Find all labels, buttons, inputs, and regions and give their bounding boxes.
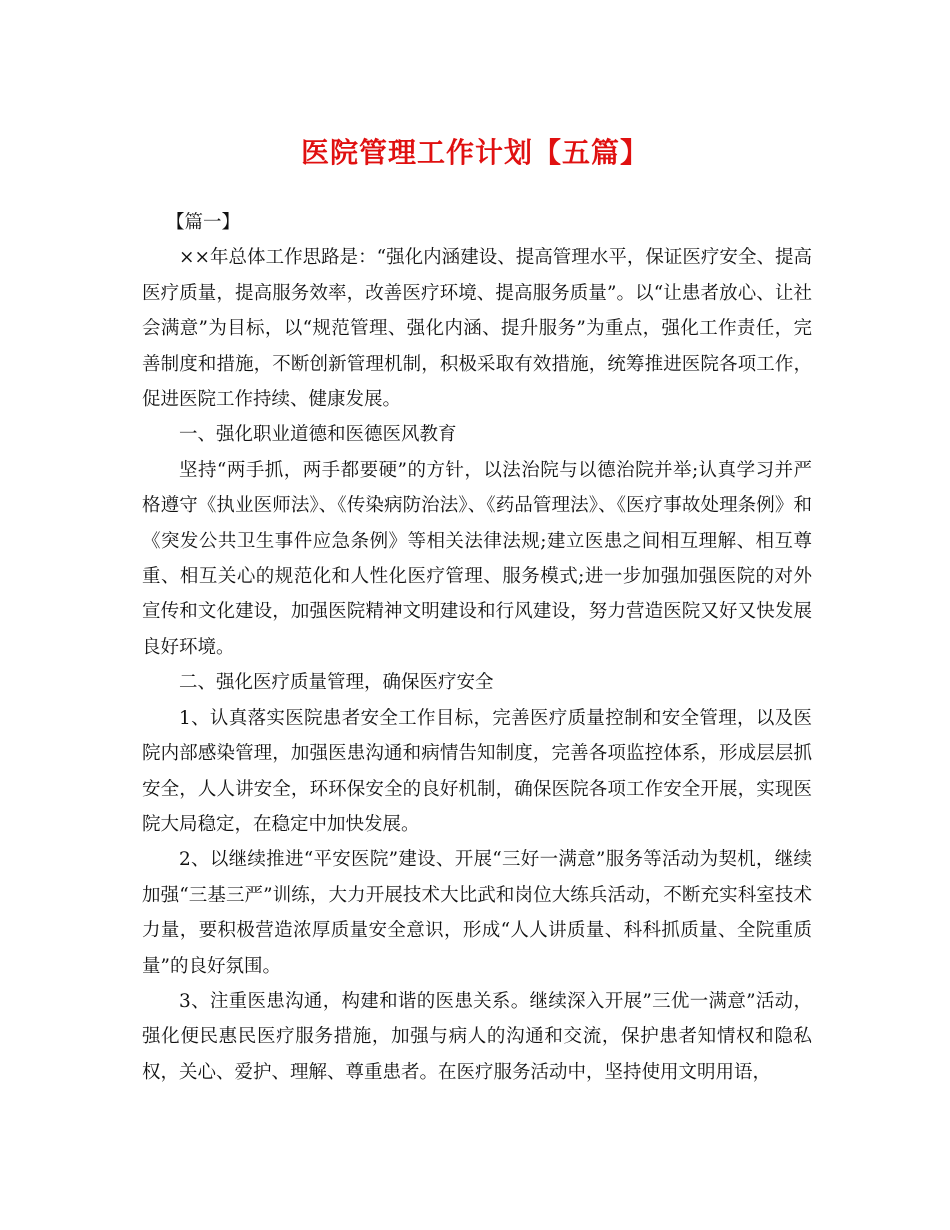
section-heading-part-one: 【篇一】: [166, 212, 241, 233]
paragraph-ethics: 坚持“两手抓，两手都要硬”的方针，以法治院与以德治院并举;认真学习并严格遵守《执业医师法》、《传染病防治法》、《药品管理法》、《医疗事故处理条例》和《突发公共卫生事件应急条例》等相关法律法规;建立医患之间相互理解、相互尊重、相互关心的规范化和人性化医疗管理、服务模式;进一步加强加强医院的对外宣传和文化建设，加强医院精神文明建设和行风建设，努力营造医院又好又快发展良好环境。: [142, 459, 812, 658]
paragraph-overall-approach: ××年总体工作思路是：“强化内涵建设、提高管理水平，保证医疗安全、提高医疗质量，提高服务效率，改善医疗环境、提高服务质量”。以“让患者放心、让社会满意”为目标，以“规范管理、强化内涵、提升服务”为重点，强化工作责任，完善制度和措施，不断创新管理机制，积极采取有效措施，统筹推进医院各项工作，促进医院工作持续、健康发展。: [142, 247, 812, 411]
paragraph-quality-2: 2、以继续推进“平安医院”建设、开展“三好一满意”服务等活动为契机，继续加强“三基三严”训练，大力开展技术大比武和岗位大练兵活动，不断充实科室技术力量，要积极营造浓厚质量安全意识，形成“人人讲质量、科科抓质量、全院重质量”的良好氛围。: [142, 849, 812, 977]
paragraph-quality-1: 1、认真落实医院患者安全工作目标，完善医疗质量控制和安全管理，以及医院内部感染管理，加强医患沟通和病情告知制度，完善各项监控体系，形成层层抓安全，人人讲安全，环环保安全的良好机制，确保医院各项工作安全开展，实现医院大局稳定，在稳定中加快发展。: [142, 707, 812, 835]
section-heading-ethics: 一、强化职业道德和医德医风教育: [179, 424, 457, 446]
document-title: 医院管理工作计划【五篇】: [300, 136, 649, 169]
document-body: [142, 205, 812, 1090]
section-heading-quality: 二、强化医疗质量管理，确保医疗安全: [179, 672, 494, 694]
paragraph-quality-3: 3、注重医患沟通，构建和谐的医患关系。继续深入开展”三优一满意”活动，强化便民惠民医疗服务措施，加强与病人的沟通和交流，保护患者知情权和隐私权，关心、爱护、理解、尊重患者。在医疗服务活动中，坚持使用文明用语，: [142, 990, 812, 1083]
